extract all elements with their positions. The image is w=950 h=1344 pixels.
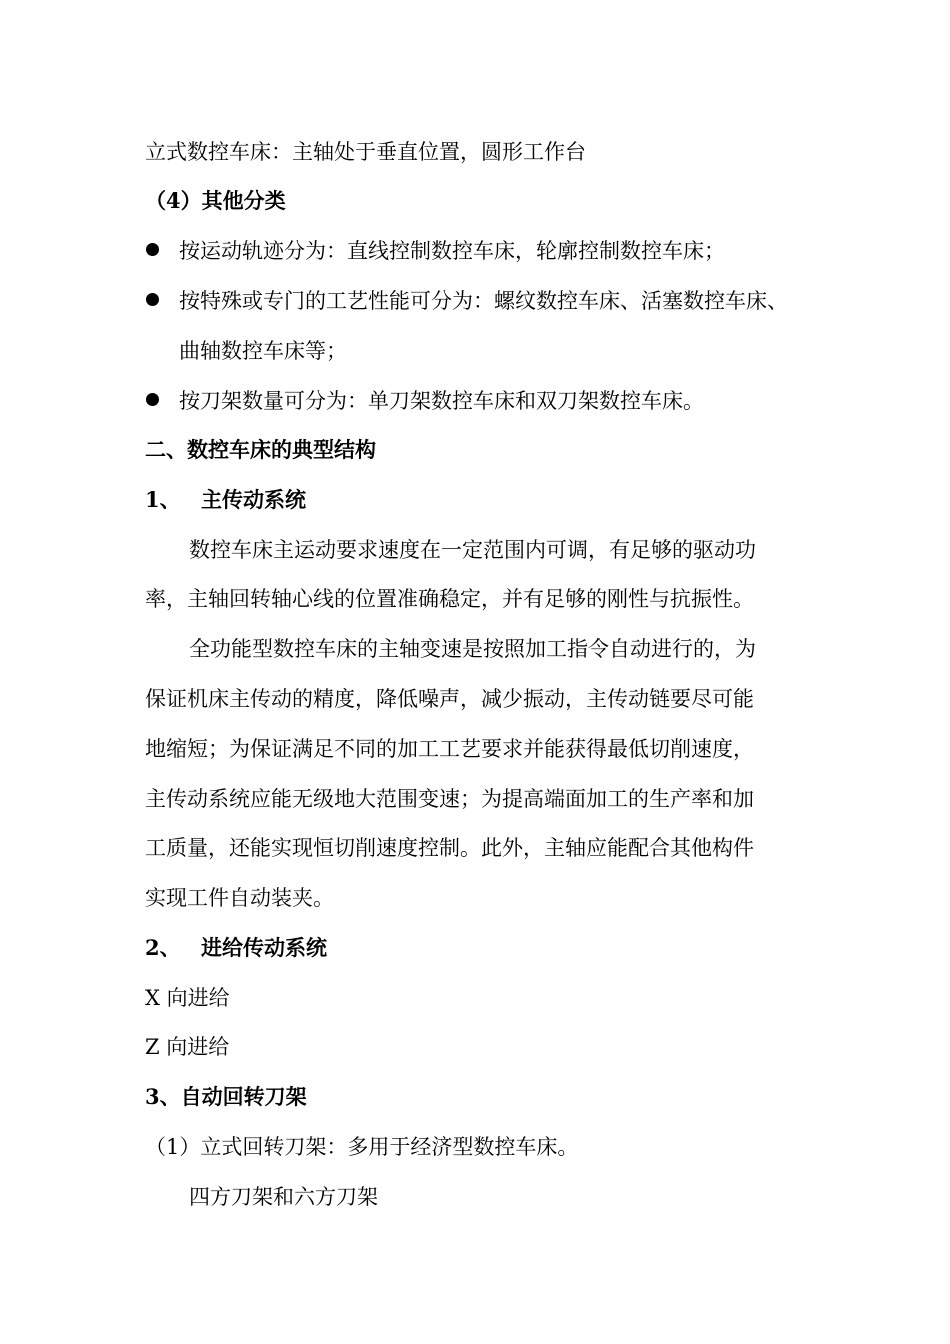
paragraph-line: 全功能型数控车床的主轴变速是按照加工指令自动进行的，为 — [189, 637, 756, 661]
bullet-icon — [146, 243, 159, 256]
paragraph-line: 保证机床主传动的精度，降低噪声，减少振动，主传动链要尽可能 — [145, 687, 754, 711]
bullet-item: 按刀架数量可分为：单刀架数控车床和双刀架数控车床。 — [179, 389, 704, 413]
paragraph-line: 工质量，还能实现恒切削速度控制。此外，主轴应能配合其他构件 — [145, 836, 754, 860]
paragraph-line: 率，主轴回转轴心线的位置准确稳定，并有足够的刚性与抗振性。 — [145, 587, 754, 611]
subsection-title: 进给传动系统 — [201, 935, 327, 960]
z-feed-line: Z 向进给 — [145, 1035, 230, 1059]
paragraph-line: 实现工件自动装夹。 — [145, 886, 334, 910]
subsection-heading: 3、自动回转刀架 — [145, 1084, 307, 1109]
x-feed-line: X 向进给 — [145, 986, 230, 1010]
subsection-number: 2、 — [145, 935, 181, 960]
subsection-title: 主传动系统 — [201, 487, 306, 512]
paragraph-line: 地缩短；为保证满足不同的加工工艺要求并能获得最低切削速度， — [145, 737, 754, 761]
subsection-number: 1、 — [145, 487, 181, 512]
bullet-item: 按运动轨迹分为：直线控制数控车床，轮廓控制数控车床； — [179, 239, 725, 263]
vertical-lathe-line: 立式数控车床：主轴处于垂直位置，圆形工作台 — [145, 140, 586, 164]
other-classification-heading: （4）其他分类 — [145, 188, 286, 213]
paragraph-line: 主传动系统应能无级地大范围变速；为提高端面加工的生产率和加 — [145, 787, 754, 811]
turret-item: （1）立式回转刀架：多用于经济型数控车床。 — [145, 1135, 579, 1159]
turret-subitem: 四方刀架和六方刀架 — [189, 1185, 378, 1209]
paragraph-line: 数控车床主运动要求速度在一定范围内可调，有足够的驱动功 — [189, 538, 756, 562]
bullet-icon — [146, 393, 159, 406]
bullet-item: 按特殊或专门的工艺性能可分为：螺纹数控车床、活塞数控车床、 — [179, 289, 788, 313]
bullet-item-continuation: 曲轴数控车床等； — [179, 339, 347, 363]
section-heading: 二、数控车床的典型结构 — [145, 437, 376, 462]
bullet-icon — [146, 293, 159, 306]
